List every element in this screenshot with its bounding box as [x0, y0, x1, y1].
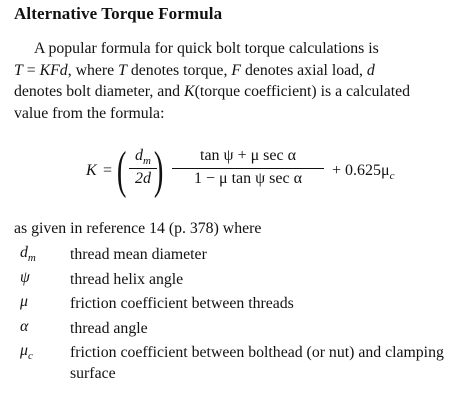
symbol-main: d — [20, 244, 28, 261]
para-line3a: denotes bolt diameter, and — [14, 83, 185, 100]
symbol-main: μ — [20, 293, 28, 310]
var-t2: T — [118, 61, 127, 79]
definition-row — [14, 269, 444, 294]
symbol-main: ψ — [20, 268, 30, 286]
frac1-num-sub: m — [143, 155, 151, 168]
definition-text: thread angle — [70, 319, 148, 337]
frac1-num-d: d — [135, 147, 144, 164]
para-line4: value from the formula: — [14, 104, 165, 122]
torque-formula — [86, 143, 406, 205]
symbol-sub: m — [27, 252, 36, 265]
para-eq: = — [22, 61, 40, 79]
fraction-tan — [172, 147, 324, 188]
formula-paren-right: ) — [153, 142, 164, 199]
formula-paren-left: ( — [116, 142, 127, 199]
frac2-numerator: tan ψ + μ sec α — [200, 147, 296, 164]
frac2-denominator: 1 − μ tan ψ sec α — [194, 170, 302, 187]
para-torque: denotes torque, — [126, 61, 232, 79]
definition-symbol — [20, 318, 28, 338]
symbol-sub: c — [27, 350, 33, 363]
var-d: d — [366, 61, 375, 79]
para-axial: denotes axial load, — [241, 61, 367, 79]
var-f: F — [231, 61, 242, 79]
definition-symbol — [20, 244, 36, 264]
para-where: , where — [67, 61, 119, 79]
definition-symbol — [20, 342, 33, 362]
formula-lhs: K — [86, 162, 97, 179]
definition-symbol — [20, 293, 28, 313]
definition-text: thread mean diameter — [70, 246, 207, 263]
section-heading: Alternative Torque Formula — [14, 4, 223, 23]
var-kfd: KFd — [39, 61, 68, 79]
fraction-dm-over-2d — [129, 147, 157, 188]
definition-row — [14, 318, 444, 343]
para-line1: A popular formula for quick bolt torque calculations is — [34, 40, 379, 57]
intro-paragraph — [14, 38, 444, 124]
formula-tail-sub: c — [389, 170, 395, 183]
formula-equals: = — [103, 162, 113, 179]
var-k: K — [184, 83, 195, 100]
formula-tail — [332, 162, 395, 182]
symbol-main: α — [20, 317, 29, 335]
frac1-numerator — [129, 147, 157, 167]
para-line3c: (torque coefficient) is a calculated — [194, 83, 411, 100]
symbol-main: μ — [20, 342, 28, 359]
definition-text: thread helix angle — [70, 270, 184, 288]
definition-text: friction coefficient between bolthead (or nut) and clamping surface — [70, 344, 444, 382]
definition-text: friction coefficient between threads — [70, 295, 294, 312]
definition-row — [14, 244, 444, 269]
var-t: T — [14, 61, 23, 79]
frac1-denominator: 2d — [135, 170, 151, 187]
reference-line: as given in reference 14 (p. 378) where — [14, 220, 262, 237]
formula-tail-text: + 0.625μ — [332, 162, 390, 179]
symbol-definitions — [14, 244, 444, 386]
definition-row — [14, 293, 444, 318]
frac2-bar — [172, 168, 324, 169]
frac1-bar — [129, 168, 157, 169]
definition-row — [14, 342, 444, 386]
definition-symbol — [20, 269, 30, 289]
